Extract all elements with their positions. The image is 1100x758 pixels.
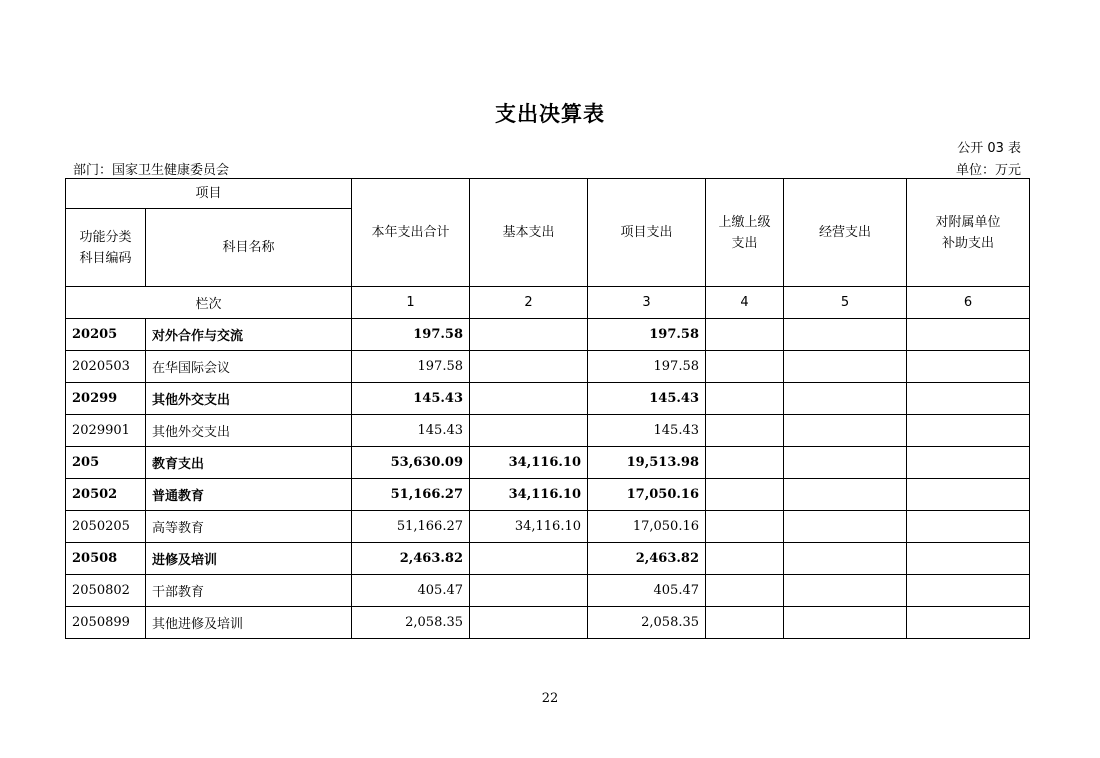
row-name: 其他外交支出 — [146, 415, 352, 447]
row-project: 17,050.16 — [588, 511, 706, 543]
row-operating — [784, 351, 907, 383]
header-subject-name: 科目名称 — [146, 209, 352, 287]
row-subsidy — [907, 511, 1030, 543]
table-row — [66, 415, 1030, 447]
row-basic — [470, 319, 588, 351]
row-name: 对外合作与交流 — [146, 319, 352, 351]
row-total: 51,166.27 — [352, 511, 470, 543]
row-subsidy — [907, 479, 1030, 511]
row-subsidy — [907, 543, 1030, 575]
row-total: 197.58 — [352, 319, 470, 351]
table-row — [66, 543, 1030, 575]
row-operating — [784, 383, 907, 415]
row-operating — [784, 575, 907, 607]
row-total: 2,058.35 — [352, 607, 470, 639]
row-total: 53,630.09 — [352, 447, 470, 479]
row-basic: 34,116.10 — [470, 511, 588, 543]
header-func-code-line2: 科目编码 — [79, 250, 132, 266]
row-name: 在华国际会议 — [146, 351, 352, 383]
row-upper — [706, 511, 784, 543]
column-label: 栏次 — [66, 287, 352, 319]
row-operating — [784, 415, 907, 447]
row-code: 205 — [66, 447, 146, 479]
row-operating — [784, 511, 907, 543]
row-code: 2029901 — [66, 415, 146, 447]
header-operating: 经营支出 — [784, 179, 907, 287]
column-number: 5 — [784, 287, 907, 319]
row-total: 2,463.82 — [352, 543, 470, 575]
table-row — [66, 447, 1030, 479]
row-code: 20299 — [66, 383, 146, 415]
row-project: 197.58 — [588, 351, 706, 383]
row-basic — [470, 607, 588, 639]
row-basic: 34,116.10 — [470, 447, 588, 479]
row-project: 2,058.35 — [588, 607, 706, 639]
row-name: 普通教育 — [146, 479, 352, 511]
row-upper — [706, 415, 784, 447]
column-number: 6 — [907, 287, 1030, 319]
expenditure-table — [65, 178, 1030, 639]
row-subsidy — [907, 607, 1030, 639]
header-project-expenditure: 项目支出 — [588, 179, 706, 287]
row-code: 2020503 — [66, 351, 146, 383]
row-code: 20502 — [66, 479, 146, 511]
row-upper — [706, 383, 784, 415]
row-upper — [706, 607, 784, 639]
row-code: 20508 — [66, 543, 146, 575]
row-upper — [706, 479, 784, 511]
table-row — [66, 319, 1030, 351]
row-code: 2050205 — [66, 511, 146, 543]
table-row — [66, 607, 1030, 639]
row-basic — [470, 415, 588, 447]
header-total: 本年支出合计 — [352, 179, 470, 287]
row-total: 145.43 — [352, 383, 470, 415]
header-project: 项目 — [66, 179, 352, 209]
table-row — [66, 383, 1030, 415]
row-subsidy — [907, 447, 1030, 479]
row-subsidy — [907, 575, 1030, 607]
row-upper — [706, 447, 784, 479]
row-name: 干部教育 — [146, 575, 352, 607]
row-code: 20205 — [66, 319, 146, 351]
header-func-code — [66, 209, 146, 287]
row-project: 17,050.16 — [588, 479, 706, 511]
row-basic: 34,116.10 — [470, 479, 588, 511]
header-basic: 基本支出 — [470, 179, 588, 287]
row-upper — [706, 319, 784, 351]
header-func-code-line1: 功能分类 — [79, 229, 132, 245]
row-total: 145.43 — [352, 415, 470, 447]
row-name: 教育支出 — [146, 447, 352, 479]
column-number: 1 — [352, 287, 470, 319]
row-basic — [470, 383, 588, 415]
row-operating — [784, 447, 907, 479]
row-total: 405.47 — [352, 575, 470, 607]
row-subsidy — [907, 351, 1030, 383]
column-number: 2 — [470, 287, 588, 319]
header-subsidy-line2: 补助支出 — [942, 235, 995, 251]
row-project: 405.47 — [588, 575, 706, 607]
row-basic — [470, 575, 588, 607]
table-row — [66, 575, 1030, 607]
row-basic — [470, 543, 588, 575]
row-total: 51,166.27 — [352, 479, 470, 511]
row-project: 197.58 — [588, 319, 706, 351]
row-upper — [706, 543, 784, 575]
row-subsidy — [907, 319, 1030, 351]
row-code: 2050802 — [66, 575, 146, 607]
table-row — [66, 479, 1030, 511]
department-label: 部门：国家卫生健康委员会 — [73, 163, 230, 178]
row-operating — [784, 607, 907, 639]
header-subsidy — [907, 179, 1030, 287]
row-upper — [706, 575, 784, 607]
row-name: 其他外交支出 — [146, 383, 352, 415]
row-project: 145.43 — [588, 415, 706, 447]
page-title: 支出决算表 — [495, 102, 605, 126]
row-code: 2050899 — [66, 607, 146, 639]
header-upper-line1: 上缴上级 — [718, 214, 771, 230]
row-subsidy — [907, 415, 1030, 447]
unit-label: 单位：万元 — [955, 163, 1021, 178]
form-number: 公开 03 表 — [957, 141, 1021, 156]
row-name: 高等教育 — [146, 511, 352, 543]
column-number: 4 — [706, 287, 784, 319]
row-operating — [784, 543, 907, 575]
row-project: 2,463.82 — [588, 543, 706, 575]
row-name: 其他进修及培训 — [146, 607, 352, 639]
row-name: 进修及培训 — [146, 543, 352, 575]
header-upper — [706, 179, 784, 287]
row-operating — [784, 479, 907, 511]
header-subsidy-line1: 对附属单位 — [935, 214, 1001, 230]
row-subsidy — [907, 383, 1030, 415]
header-upper-line2: 支出 — [731, 235, 758, 251]
row-project: 145.43 — [588, 383, 706, 415]
row-project: 19,513.98 — [588, 447, 706, 479]
column-number: 3 — [588, 287, 706, 319]
row-operating — [784, 319, 907, 351]
row-total: 197.58 — [352, 351, 470, 383]
table-row — [66, 351, 1030, 383]
row-basic — [470, 351, 588, 383]
table-row — [66, 511, 1030, 543]
row-upper — [706, 351, 784, 383]
page-number: 22 — [541, 691, 559, 706]
